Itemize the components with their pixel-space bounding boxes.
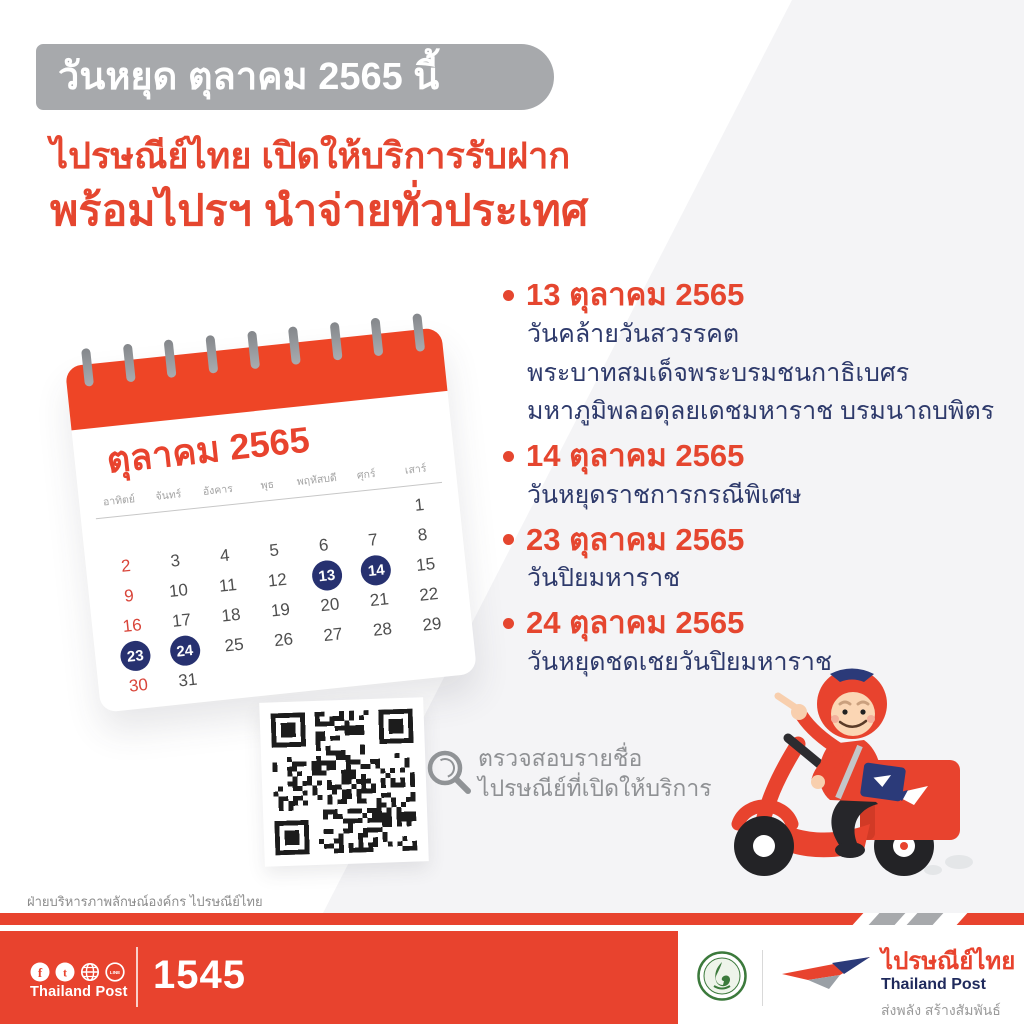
calendar-day: 30 <box>127 674 149 696</box>
binder-ring <box>329 322 342 361</box>
postman-mascot-illustration <box>712 648 984 892</box>
credit-text: ฝ่ายบริหารภาพลักษณ์องค์กร ไปรษณีย์ไทย <box>27 894 263 909</box>
calendar-day: 18 <box>220 604 242 626</box>
calendar-day <box>260 653 313 688</box>
calendar-day: 23 <box>109 638 162 673</box>
calendar <box>65 327 477 713</box>
social-icons-row <box>30 962 125 982</box>
calendar-day-header: ศุกร์ <box>356 467 377 482</box>
calendar-day: 13 <box>301 558 354 593</box>
qr-caption <box>478 744 712 804</box>
calendar-day: 21 <box>368 589 390 611</box>
binder-ring <box>122 344 135 383</box>
calendar-day <box>409 637 462 672</box>
calendar-day: 25 <box>223 634 245 656</box>
ministry-emblem <box>696 950 748 1007</box>
calendar-day-header: เสาร์ <box>404 462 427 477</box>
headline-line1: ไปรษณีย์ไทย เปิดให้บริการรับฝาก <box>50 135 571 176</box>
calendar-day: 6 <box>317 535 330 556</box>
footer-brand-label: Thailand Post <box>30 984 128 1000</box>
holiday-description: วันปิยมหาราช <box>527 564 681 593</box>
holiday-date: 24 ตุลาคม 2565 <box>503 604 983 643</box>
calendar-day: 24 <box>158 633 211 668</box>
calendar-day: 9 <box>123 585 135 606</box>
bullet-icon <box>503 534 514 545</box>
footer-divider <box>136 947 138 1007</box>
calendar-day: 26 <box>273 629 294 651</box>
calendar-day: 14 <box>350 553 403 588</box>
calendar-day: 3 <box>169 550 181 571</box>
calendar-grid <box>96 488 461 703</box>
footer-right <box>678 931 1024 1024</box>
magnifier-icon <box>420 744 478 807</box>
svg-text:t: t <box>63 965 67 980</box>
thailand-post-logo-icon <box>782 955 874 1002</box>
qr-code-card <box>259 697 429 867</box>
calendar-day: 16 <box>121 615 143 637</box>
calendar-day: 5 <box>268 540 280 561</box>
holiday-description: พระบาทสมเด็จพระบรมชนกาธิเบศร <box>527 358 910 387</box>
calendar-day: 27 <box>322 624 344 646</box>
calendar-day: 17 <box>171 609 192 631</box>
footer-left <box>0 931 678 1024</box>
calendar-day: 29 <box>421 613 443 635</box>
binder-ring <box>288 326 301 365</box>
title-banner <box>36 44 554 110</box>
logo-english-name: Thailand Post <box>881 976 986 994</box>
bullet-icon <box>503 618 514 629</box>
binder-ring <box>412 313 425 352</box>
calendar-day: 31 <box>177 669 199 691</box>
calendar-day <box>359 642 412 677</box>
holiday-description: มหาภูมิพลอดุลยเดชมหาราช บรมนาถบพิตร <box>527 397 995 426</box>
line-icon[interactable] <box>105 962 125 982</box>
calendar-day: 4 <box>219 545 231 566</box>
calendar-day: 15 <box>415 554 437 576</box>
calendar-title: ตุลาคม 2565 <box>104 418 312 481</box>
binder-ring <box>164 339 177 378</box>
holiday-description: วันหยุดราชการกรณีพิเศษ <box>527 480 802 509</box>
calendar-day: 11 <box>218 574 238 596</box>
hotline-number: 1545 <box>153 953 246 997</box>
calendar-day: 2 <box>120 555 132 576</box>
logo-tagline: ส่งพลัง สร้างสัมพันธ์ <box>881 1001 1001 1018</box>
calendar-day: 20 <box>319 594 341 616</box>
holiday-date: 23 ตุลาคม 2565 <box>503 521 983 560</box>
qr-caption-line1: ตรวจสอบรายชื่อ <box>478 745 643 771</box>
holiday-description: วันหยุดชดเชยวันปิยมหาราช <box>527 647 832 676</box>
calendar-day: 22 <box>418 583 440 605</box>
twitter-icon[interactable] <box>55 962 75 982</box>
bullet-icon <box>503 451 514 462</box>
logo-divider <box>762 950 763 1006</box>
logo-thai-name: ไปรษณีย์ไทย <box>881 948 1016 975</box>
calendar-day: 8 <box>416 524 429 545</box>
calendar-day-header: จันทร์ <box>154 488 182 503</box>
holiday-date: 13 ตุลาคม 2565 <box>503 276 983 315</box>
binder-ring <box>205 335 218 374</box>
calendar-day-header: อังคาร <box>202 482 234 498</box>
holiday-date: 14 ตุลาคม 2565 <box>503 437 983 476</box>
qr-code <box>271 709 418 856</box>
globe-icon[interactable] <box>80 962 100 982</box>
calendar-day-header: พฤหัสบดี <box>296 471 338 489</box>
calendar-day: 7 <box>367 529 379 550</box>
calendar-day: 28 <box>372 619 393 640</box>
holiday-description: วันคล้ายวันสวรรคต <box>527 319 740 348</box>
calendar-day <box>211 658 264 693</box>
calendar-day: 19 <box>270 599 291 621</box>
calendar-card <box>65 327 477 713</box>
calendar-day <box>310 647 363 682</box>
calendar-day: 12 <box>266 569 288 591</box>
title-banner-text: วันหยุด ตุลาคม 2565 นี้ <box>58 56 440 98</box>
binder-ring <box>371 318 384 357</box>
calendar-day: 10 <box>168 580 189 602</box>
holiday-list <box>503 270 995 682</box>
accent-stripe <box>0 913 1024 925</box>
facebook-icon[interactable] <box>30 962 50 982</box>
binder-ring <box>247 331 260 370</box>
calendar-day-header: อาทิตย์ <box>102 493 136 509</box>
calendar-day: 1 <box>413 494 426 515</box>
bullet-icon <box>503 290 514 301</box>
svg-text:f: f <box>37 965 43 980</box>
svg-text:LINE: LINE <box>109 970 121 975</box>
calendar-day-header: พุธ <box>260 478 275 492</box>
headline-line2: พร้อมไปรฯ นำจ่ายทั่วประเทศ <box>50 187 589 235</box>
qr-caption-line2: ไปรษณีย์ที่เปิดให้บริการ <box>478 774 712 801</box>
